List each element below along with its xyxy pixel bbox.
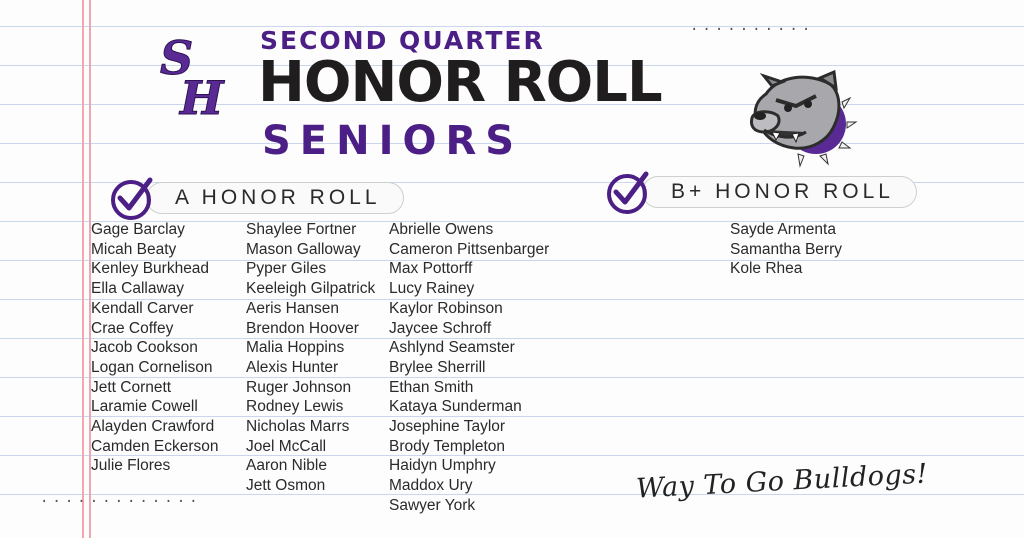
list-item: Gage Barclay: [91, 221, 185, 238]
slogan: Way To Go Bulldogs!: [635, 458, 929, 505]
b-plus-honor-column: [730, 220, 842, 279]
dotted-decoration-bottom: ·············: [40, 494, 202, 510]
list-item: Ashlynd Seamster: [389, 339, 515, 357]
sh-logo-icon: [158, 34, 236, 118]
list-item: Joel McCall: [246, 437, 327, 455]
list-item: Malia Hoppins: [246, 339, 345, 357]
list-item: Alexis Hunter: [246, 358, 339, 376]
list-item: Brody Templeton: [389, 437, 506, 455]
class-label: SENIORS: [262, 118, 524, 164]
check-circle-icon: [606, 170, 650, 214]
header-subtitle: SECOND QUARTER: [260, 26, 545, 55]
svg-text:S: S: [160, 34, 194, 85]
list-item: Brylee Sherrill: [389, 358, 486, 376]
list-item: Kole Rhea: [730, 260, 803, 278]
list-item: Julie Flores: [91, 457, 171, 475]
list-item: Cameron Pittsenbarger: [389, 240, 550, 258]
list-item: Pyper Giles: [246, 260, 327, 278]
check-circle-icon: [110, 176, 154, 220]
list-item: Kenley Burkhead: [91, 260, 210, 278]
list-item: Haidyn Umphry: [389, 457, 496, 475]
list-item: Kaylor Robinson: [389, 299, 503, 317]
list-item: Laramie Cowell: [91, 398, 198, 416]
dotted-decoration-top: ··········: [690, 22, 815, 38]
list-item: Shaylee Fortner: [246, 221, 357, 238]
list-item: Kataya Sunderman: [389, 398, 522, 416]
list-item: Alayden Crawford: [91, 418, 215, 436]
list-item: Maddox Ury: [389, 477, 473, 495]
list-item: Keeleigh Gilpatrick: [246, 280, 376, 298]
list-item: Aaron Nible: [246, 457, 327, 475]
list-item: Nicholas Marrs: [246, 418, 350, 436]
page-title: HONOR ROLL: [258, 50, 662, 115]
list-item: Kendall Carver: [91, 299, 194, 317]
list-item: Ruger Johnson: [246, 378, 352, 396]
b-plus-honor-roll-label: B+ HONOR ROLL: [642, 176, 917, 208]
list-item: Lucy Rainey: [389, 280, 475, 298]
list-item: Crae Coffey: [91, 319, 174, 337]
list-item: Samantha Berry: [730, 240, 842, 258]
list-item: Sayde Armenta: [730, 221, 836, 238]
list-item: Micah Beaty: [91, 240, 177, 258]
a-honor-roll-label: A HONOR ROLL: [146, 182, 404, 214]
list-item: Ethan Smith: [389, 378, 474, 396]
list-item: Sawyer York: [389, 496, 476, 514]
list-item: Abrielle Owens: [389, 221, 494, 238]
list-item: Jett Osmon: [246, 477, 326, 495]
b-plus-honor-roll-header: [606, 170, 917, 214]
notebook-margin-line: [82, 0, 84, 538]
a-honor-column-3: [389, 220, 549, 516]
a-honor-roll-header: [110, 176, 404, 220]
list-item: Ella Callaway: [91, 280, 185, 298]
list-item: Logan Cornelison: [91, 358, 213, 376]
a-honor-column-1: [91, 220, 219, 476]
list-item: Aeris Hansen: [246, 299, 340, 317]
bulldog-mascot-icon: [738, 66, 858, 170]
list-item: Brendon Hoover: [246, 319, 359, 337]
list-item: Mason Galloway: [246, 240, 361, 258]
list-item: Rodney Lewis: [246, 398, 344, 416]
svg-text:H: H: [180, 71, 224, 118]
list-item: Josephine Taylor: [389, 418, 506, 436]
list-item: Jacob Cookson: [91, 339, 198, 357]
list-item: Jaycee Schroff: [389, 319, 492, 337]
a-honor-column-2: [246, 220, 375, 496]
list-item: Camden Eckerson: [91, 437, 219, 455]
list-item: Max Pottorff: [389, 260, 473, 278]
list-item: Jett Cornett: [91, 378, 172, 396]
